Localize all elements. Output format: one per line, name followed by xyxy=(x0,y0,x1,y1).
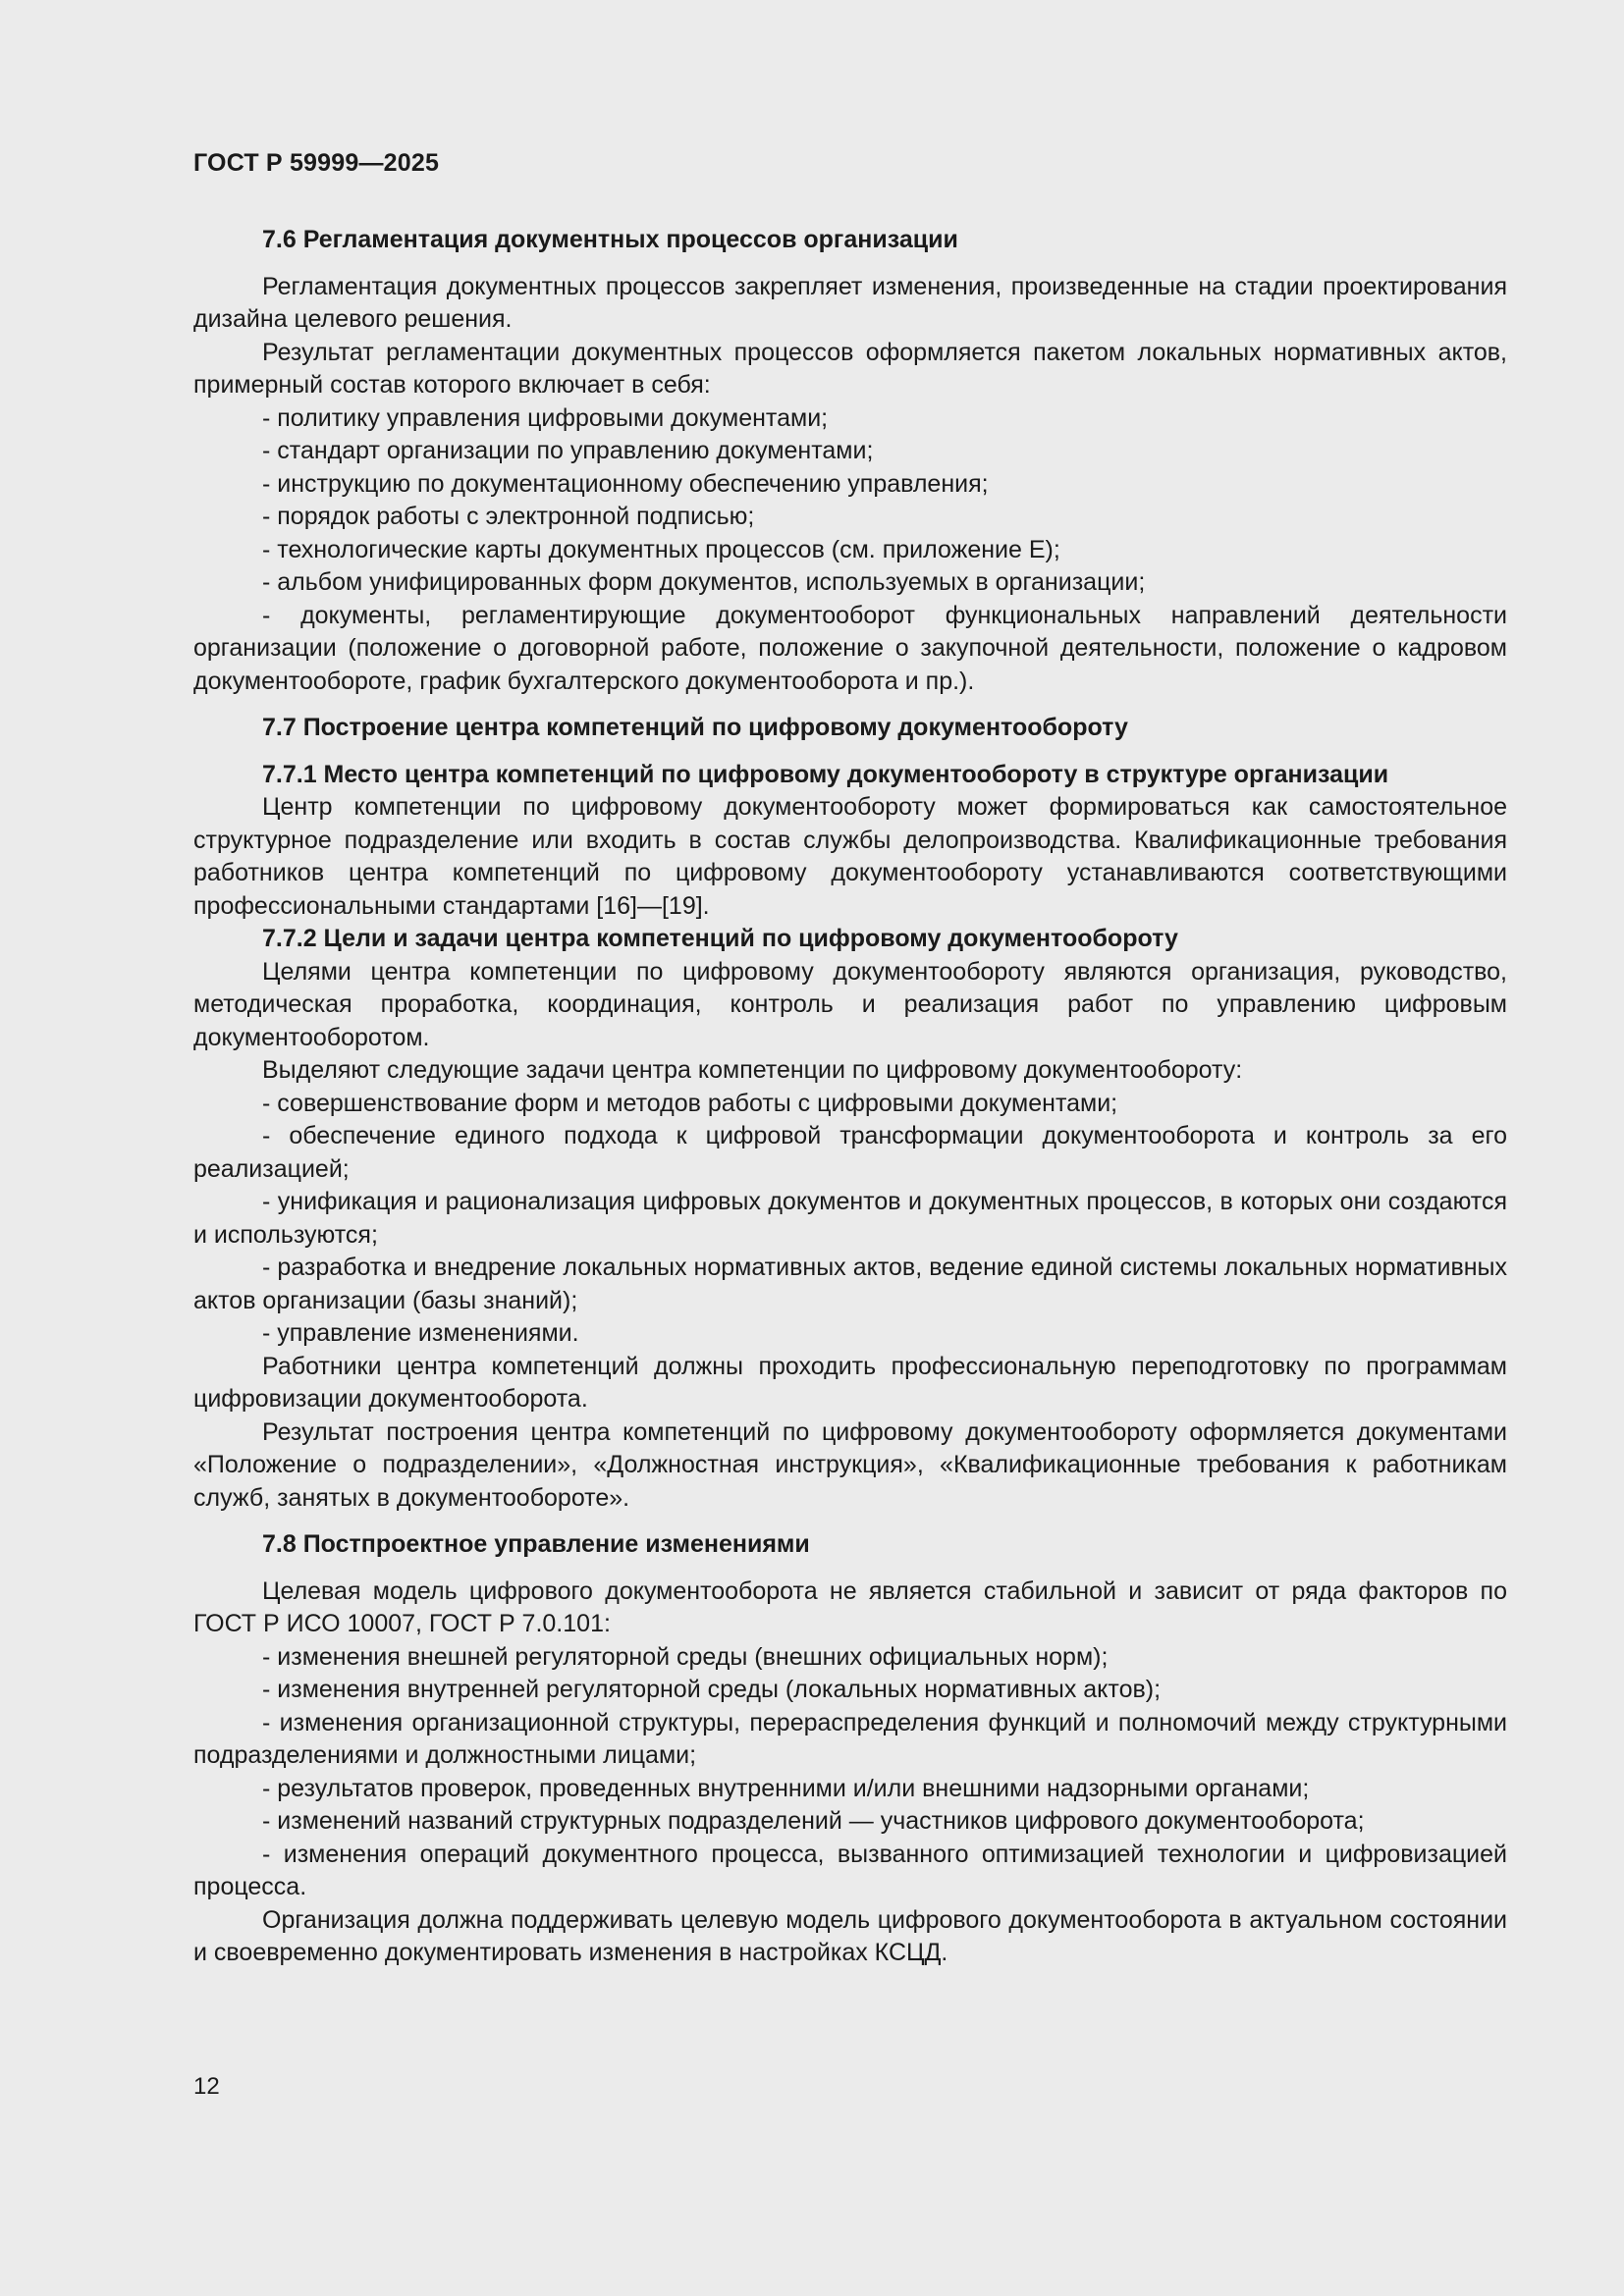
list-item: - совершенствование форм и методов работы с цифровыми документами; xyxy=(262,1089,1118,1117)
subsection-heading-7-7-1: 7.7.1 Место центра компетенций по цифровому документообороту в структуре организации xyxy=(262,760,1389,788)
list-item: - унификация и рационализация цифровых документов и документных процессов, в которых они создаются и используются; xyxy=(193,1188,1507,1249)
list-item: - стандарт организации по управлению документами; xyxy=(262,437,874,464)
list-item: - изменения внешней регуляторной среды (внешних официальных норм); xyxy=(262,1642,1109,1671)
document-body xyxy=(193,224,1507,1970)
subsection-heading-7-7-2: 7.7.2 Цели и задачи центра компетенций по цифровому документообороту xyxy=(262,925,1178,952)
paragraph: Целями центра компетенции по цифровому документообороту являются организация, руководство, методическая проработка, координация, контроль и реализация работ по управлению цифровым документооборотом. xyxy=(193,957,1507,1051)
paragraph: Результат построения центра компетенций по цифровому документообороту оформляется документами «Положение о подразделении», «Должностная инструкция», «Квалификационные требования к работникам служб, занятых в документообороте». xyxy=(193,1417,1507,1512)
list-item: - изменения внутренней регуляторной среды (локальных нормативных актов); xyxy=(262,1676,1162,1703)
list-item: - политику управления цифровыми документами; xyxy=(262,403,829,432)
list-item: - разработка и внедрение локальных нормативных актов, ведение единой системы локальных нормативных актов организации (базы знаний); xyxy=(193,1254,1507,1314)
paragraph: Результат регламентации документных процессов оформляется пакетом локальных нормативных актов, примерный состав которого включает в себя: xyxy=(193,338,1507,399)
list-item: - изменений названий структурных подразделений — участников цифрового документооборота; xyxy=(262,1807,1365,1835)
page-number: 12 xyxy=(193,2073,220,2100)
list-item: - порядок работы с электронной подписью; xyxy=(262,503,755,530)
paragraph: Целевая модель цифрового документооборота не является стабильной и зависит от ряда факторов по ГОСТ Р ИСО 10007, ГОСТ Р 7.0.101: xyxy=(193,1576,1507,1637)
list-item: - инструкцию по документационному обеспечению управления; xyxy=(262,469,989,498)
list-item: - обеспечение единого подхода к цифровой трансформации документооборота и контроль за его реализацией; xyxy=(193,1122,1507,1183)
list-item: - альбом унифицированных форм документов, используемых в организации; xyxy=(262,568,1146,596)
paragraph: Регламентация документных процессов закрепляет изменения, произведенные на стадии проектирования дизайна целевого решения. xyxy=(193,272,1507,333)
list-item: - управление изменениями. xyxy=(262,1319,579,1347)
section-heading-7-6: 7.6 Регламентация документных процессов организации xyxy=(262,226,958,253)
paragraph: Работники центра компетенций должны проходить профессиональную переподготовку по программам цифровизации документооборота. xyxy=(193,1352,1507,1413)
list-item: - документы, регламентирующие документооборот функциональных направлений деятельности организации (положение о договорной работе, положение о закупочной деятельности, положение о кадровом документообороте, график бухгалтерского документооборота и пр.). xyxy=(193,601,1507,695)
section-heading-7-7: 7.7 Построение центра компетенций по цифровому документообороту xyxy=(262,714,1128,741)
paragraph: Центр компетенции по цифровому документообороту может формироваться как самостоятельное структурное подразделение или входить в состав службы делопроизводства. Квалификационные требования работников центра компетенций по цифровому документообороту устанавливаются соответствующими профессиональными стандартами [16]—[19]. xyxy=(193,793,1507,920)
list-item: - результатов проверок, проведенных внутренними и/или внешними надзорными органами; xyxy=(262,1774,1310,1802)
list-item: - изменения организационной структуры, перераспределения функций и полномочий между структурными подразделениями и должностными лицами; xyxy=(193,1708,1507,1769)
list-item: - изменения операций документного процесса, вызванного оптимизацией технологии и цифровизацией процесса. xyxy=(193,1840,1507,1900)
list-item: - технологические карты документных процессов (см. приложение Е); xyxy=(262,535,1060,563)
paragraph: Организация должна поддерживать целевую модель цифрового документооборота в актуальном состоянии и своевременно документировать изменения в настройках КСЦД. xyxy=(193,1905,1507,1966)
document-header: ГОСТ Р 59999—2025 xyxy=(193,149,440,177)
paragraph: Выделяют следующие задачи центра компетенции по цифровому документообороту: xyxy=(262,1056,1243,1084)
section-heading-7-8: 7.8 Постпроектное управление изменениями xyxy=(262,1530,810,1558)
